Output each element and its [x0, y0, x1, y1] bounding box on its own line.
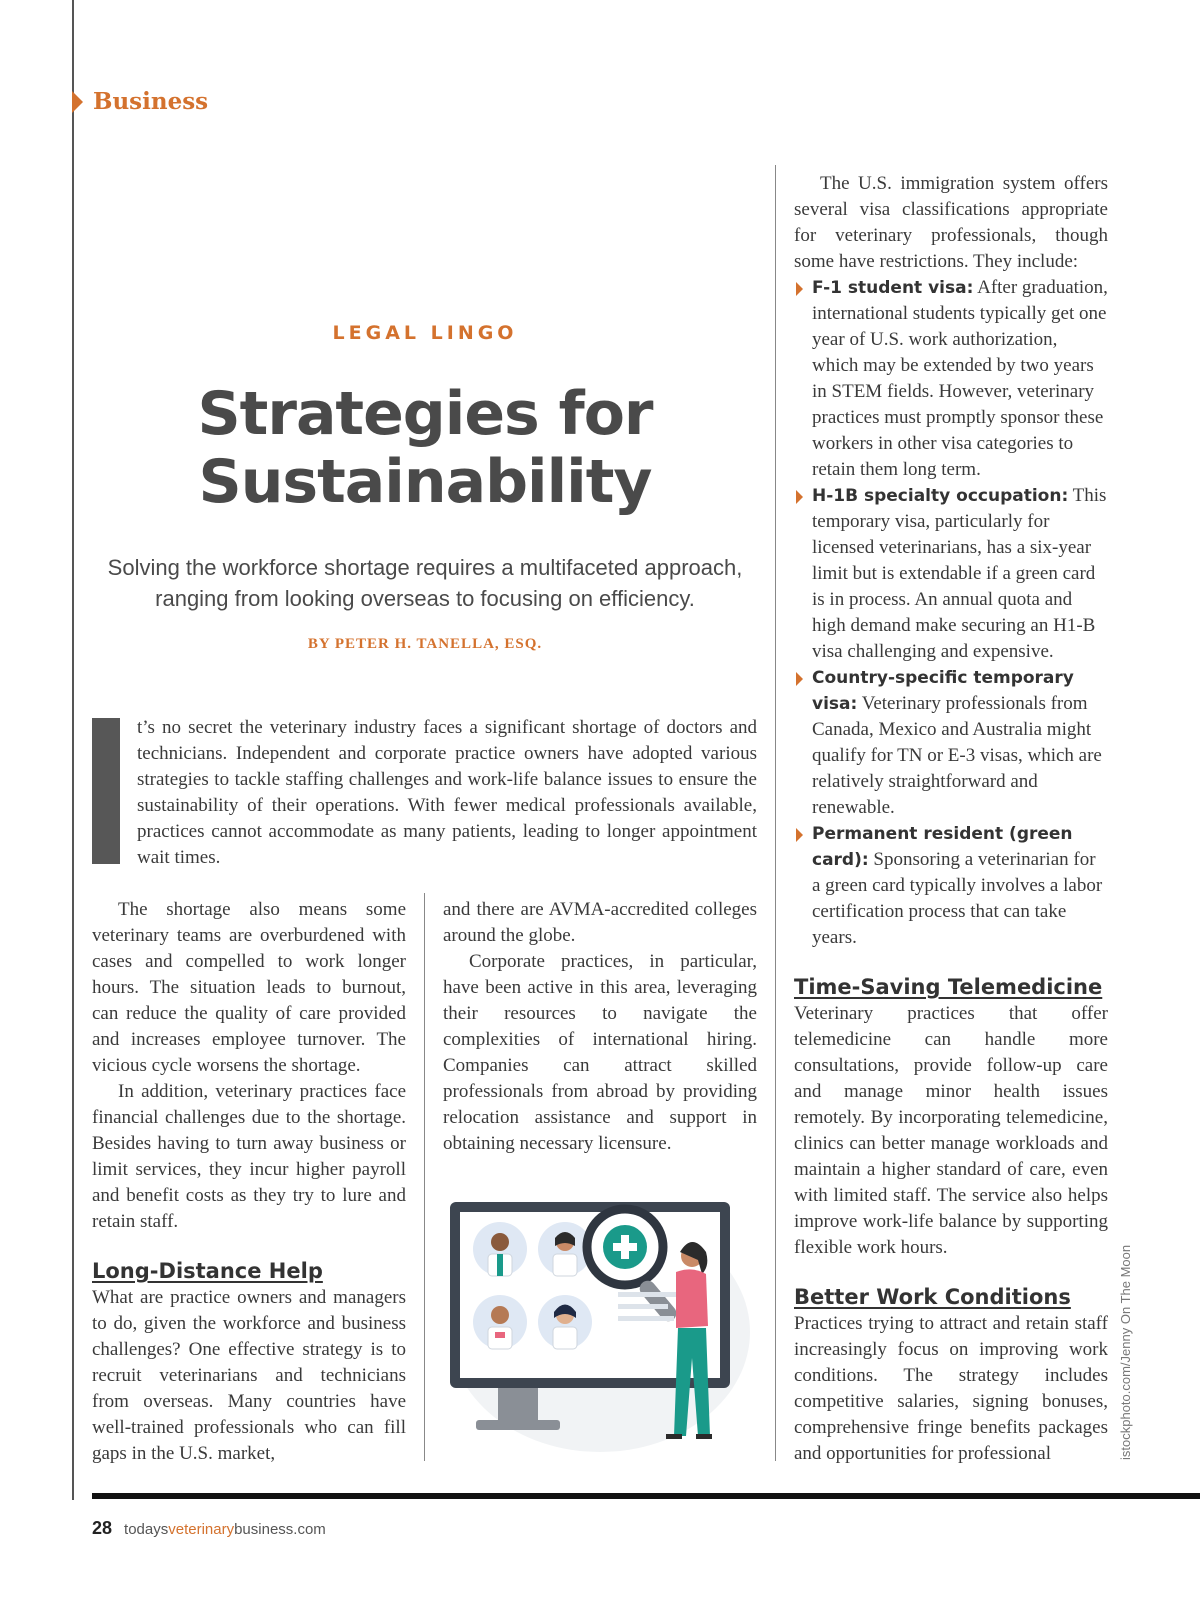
col2-paragraph-1: and there are AVMA-accredited colleges around the globe. [443, 899, 757, 946]
headline-line-2: Sustainability [198, 447, 652, 517]
section-label: Business [93, 88, 209, 115]
subhead-time-saving-telemedicine: Time-Saving Telemedicine [794, 975, 1103, 999]
dek-line-1: Solving the workforce shortage requires a multifaceted approach, [107, 555, 743, 580]
bullet-triangle-icon [796, 828, 803, 842]
photo-credit: istockphoto.com/Jenny On The Moon [1118, 1244, 1133, 1460]
visa-item [794, 483, 1108, 665]
illustration-svg [440, 1172, 760, 1462]
column-1 [92, 897, 406, 1467]
left-margin-rule [72, 0, 74, 1500]
column-3 [794, 171, 1108, 1467]
site-url-part-1: todays [124, 1521, 169, 1538]
drop-cap [92, 718, 120, 864]
site-url-part-3: business.com [234, 1521, 326, 1538]
col2-paragraph-2: Corporate practices, in particular, have been active in this area, leveraging their resources to navigate the complexities of international hiring. Companies can attract skilled professionals from abroad by providing relocation assistance and support in obtaining necessary licensure. [443, 951, 757, 1154]
bullet-triangle-icon [796, 282, 803, 296]
headline-line-1: Strategies for [197, 379, 653, 449]
footer [92, 1518, 326, 1539]
col1-paragraph-3: What are practice owners and managers to do, given the workforce and business challenges? One effective strategy is to recruit veterinarians and technicians from overseas. Many countries have well-trained professionals who can fill gaps in the U.S. market, [92, 1287, 406, 1464]
site-url-part-2: veterinary [168, 1521, 235, 1538]
visa-list [794, 275, 1108, 951]
col1-paragraph-2: In addition, veterinary practices face financial challenges due to the shortage. Besides having to turn away business or limit services, they incur higher payroll and benefit costs as they try to lure and retain staff. [92, 1081, 406, 1232]
col3-paragraph-2: Veterinary practices that offer telemedicine can handle more consultations, provide follow-up care and manage minor health issues remotely. By incorporating telemedicine, clinics can better manage workloads and maintain a higher standard of care, even with limited staff. The service also helps improve work-life balance by supporting flexible work hours. [794, 1003, 1108, 1258]
visa-item-label: F-1 student visa: [812, 278, 974, 298]
visa-item-label: H-1B specialty occupation: [812, 486, 1069, 506]
visa-item-text: Veterinary professionals from Canada, Mexico and Australia might qualify for TN or E-3 visas, which are relatively straightforward and renewable. [812, 693, 1102, 818]
visa-item [794, 275, 1108, 483]
visa-item-text: After graduation, international students typically get one year of U.S. work authorization, which may be extended by two years in STEM fields. However, veterinary practices must promptly sponsor these workers in other visa categories to retain them long term. [812, 277, 1108, 480]
kicker: LEGAL LINGO [332, 322, 518, 344]
doctor-avatar-1-icon [473, 1222, 527, 1276]
footer-rule [92, 1493, 1200, 1499]
visa-item [794, 821, 1108, 951]
visa-item-text: This temporary visa, particularly for licensed veterinarians, has a six-year limit but is extendable if a green card is in process. An annual quota and high demand make securing an H1-B visa challenging and expensive. [812, 485, 1107, 662]
col1-paragraph-1: The shortage also means some veterinary teams are overburdened with cases and compelled to work longer hours. The situation leads to burnout, can reduce the quality of care provided and increases employee turnover. The vicious cycle worsens the shortage. [92, 899, 406, 1076]
column-divider-2 [775, 165, 776, 1461]
headline [90, 380, 760, 516]
telemedicine-illustration [440, 1172, 760, 1462]
dek-line-2: ranging from looking overseas to focusing on efficiency. [155, 586, 695, 611]
section-tag [72, 88, 208, 115]
subhead-better-work-conditions: Better Work Conditions [794, 1285, 1071, 1309]
subhead-long-distance-help: Long-Distance Help [92, 1259, 323, 1283]
visa-item [794, 665, 1108, 821]
dek [90, 552, 760, 614]
byline: BY PETER H. TANELLA, ESQ. [307, 636, 543, 652]
column-divider-1 [424, 893, 425, 1461]
doctor-avatar-3-icon [473, 1295, 527, 1349]
site-url[interactable] [124, 1521, 326, 1538]
bullet-triangle-icon [796, 490, 803, 504]
column-2 [443, 897, 757, 1157]
doctor-avatar-4-icon [538, 1295, 592, 1349]
bullet-triangle-icon [796, 672, 803, 686]
col3-paragraph-3: Practices trying to attract and retain staff increasingly focus on improving work conditions. The strategy includes competitive salaries, signing bonuses, comprehensive fringe benefits packages and opportunities for professional [794, 1313, 1108, 1464]
visa-item-label: Permanent resident (green card): [812, 824, 1073, 870]
col3-paragraph-1: The U.S. immigration system offers several visa classifications appropriate for veterinary professionals, though some have restrictions. They include: [794, 173, 1108, 272]
page-number: 28 [92, 1518, 113, 1538]
visa-item-text: Sponsoring a veterinarian for a green card typically involves a labor certification process that can take years. [812, 849, 1103, 948]
intro-paragraph: t’s no secret the veterinary industry faces a significant shortage of doctors and technicians. Independent and corporate practice owners have adopted various strategies to tackle staffing challenges and work-life balance issues to ensure the sustainability of their operations. With fewer medical professionals available, practices cannot accommodate as many patients, leading to longer appointment wait times. [137, 717, 757, 868]
section-triangle-icon [72, 91, 83, 113]
visa-item-label: Country-specific temporary visa: [812, 668, 1074, 714]
